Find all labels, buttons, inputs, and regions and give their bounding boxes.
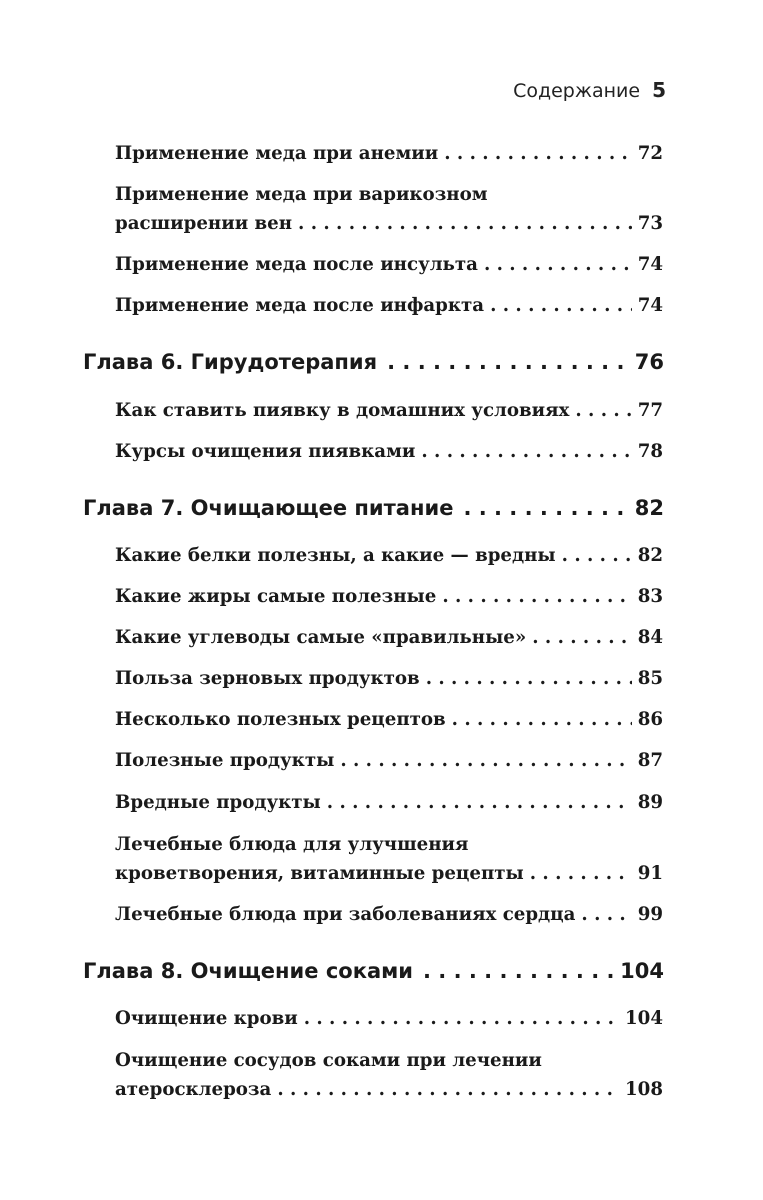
dot-leader (530, 859, 632, 888)
dot-leader (421, 437, 631, 466)
toc-entry (115, 396, 663, 425)
dot-leader (387, 347, 631, 377)
toc-page-number: 85 (637, 668, 663, 689)
toc-entry-line (115, 859, 663, 888)
toc-entry-title: Вредные продукты (115, 792, 321, 813)
toc-page-number: 86 (637, 709, 663, 730)
section-title: Содержание (513, 80, 641, 102)
toc-entry-line (115, 1004, 663, 1033)
toc-entry-title: Глава 8. Очищение соками (83, 959, 414, 983)
toc-entry-title: кроветворения, витаминные рецепты (115, 863, 524, 884)
toc-entry-title: Очищение сосудов соками при лечении (115, 1050, 542, 1071)
toc-entry (115, 1046, 663, 1104)
dot-leader (484, 250, 632, 279)
toc-entry (115, 180, 663, 238)
toc-page-number: 104 (625, 1008, 663, 1029)
toc-page-number: 74 (637, 295, 663, 316)
toc-entry-title: Какие углеводы самые «правильные» (115, 627, 527, 648)
dot-leader (463, 493, 630, 523)
toc-entry (115, 291, 663, 320)
toc-page-number: 84 (637, 627, 663, 648)
toc-entry-title: Применение меда при анемии (115, 143, 439, 164)
toc-page-number: 77 (637, 400, 663, 421)
dot-leader (327, 788, 632, 817)
toc-entry-line (115, 250, 663, 279)
dot-leader (426, 664, 632, 693)
toc-page-number: 74 (637, 254, 663, 275)
toc-entry (115, 788, 663, 817)
dot-leader (423, 956, 616, 986)
toc-entry-title: Полезные продукты (115, 750, 335, 771)
dot-leader (298, 209, 632, 238)
toc-entry (115, 250, 663, 279)
toc-page-number: 89 (637, 792, 663, 813)
toc-page-number: 87 (637, 750, 663, 771)
dot-leader (304, 1004, 619, 1033)
dot-leader (444, 139, 631, 168)
toc-entry-line (115, 623, 663, 652)
toc-entry (115, 139, 663, 168)
toc-page-number: 82 (634, 496, 664, 520)
dot-leader (562, 541, 632, 570)
toc-page-number: 99 (637, 904, 663, 925)
toc-page-number: 73 (637, 213, 663, 234)
toc-page-number: 91 (637, 863, 663, 884)
page-number: 5 (652, 78, 666, 102)
toc-entry (115, 746, 663, 775)
toc-entry-line (115, 1075, 663, 1104)
toc-entry-line (83, 347, 664, 377)
toc-entry-line (115, 541, 663, 570)
dot-leader (340, 746, 631, 775)
toc-entry-title: Несколько полезных рецептов (115, 709, 446, 730)
toc-entry-title: Польза зерновых продуктов (115, 668, 420, 689)
toc-entry (115, 900, 663, 929)
dot-leader (581, 900, 631, 929)
toc-entry-title: Глава 6. Гирудотерапия (83, 350, 378, 374)
toc-entry-line (115, 209, 663, 238)
toc-entry-title: Курсы очищения пиявками (115, 441, 416, 462)
toc-entry-line (83, 956, 664, 986)
toc-entry-line (115, 705, 663, 734)
toc-entry-line (115, 437, 663, 466)
toc-entry-line (83, 493, 664, 523)
toc-entry (115, 1004, 663, 1033)
toc-entry (115, 623, 663, 652)
toc-page-number: 78 (637, 441, 663, 462)
toc-entry-title: расширении вен (115, 213, 293, 234)
toc-page-number: 76 (634, 350, 664, 374)
toc-chapter-entry (83, 956, 664, 986)
dot-leader (452, 705, 632, 734)
toc-entry-line (115, 830, 663, 859)
toc-entry-line (115, 1046, 663, 1075)
dot-leader (532, 623, 631, 652)
toc-entry-title: Применение меда при варикозном (115, 184, 488, 205)
toc-entry-title: Какие белки полезны, а какие — вредны (115, 545, 556, 566)
toc-entry-line (115, 396, 663, 425)
toc-entry-title: Лечебные блюда для улучшения (115, 834, 469, 855)
toc-entry (115, 705, 663, 734)
toc-entry-title: Очищение крови (115, 1008, 298, 1029)
toc-page-number: 72 (637, 143, 663, 164)
toc-entry-title: атеросклероза (115, 1079, 272, 1100)
dot-leader (277, 1075, 619, 1104)
toc-entry-line (115, 788, 663, 817)
toc-entry-line (115, 900, 663, 929)
toc-entry (115, 582, 663, 611)
toc-entry-title: Лечебные блюда при заболеваниях сердца (115, 904, 576, 925)
dot-leader (442, 582, 631, 611)
toc-page-number: 104 (620, 959, 664, 983)
toc-entry-line (115, 746, 663, 775)
toc-entry (115, 541, 663, 570)
dot-leader (575, 396, 631, 425)
toc-entry (115, 437, 663, 466)
toc-entry-line (115, 139, 663, 168)
toc-entry-line (115, 291, 663, 320)
toc-entry-title: Какие жиры самые полезные (115, 586, 437, 607)
toc-entry-title: Глава 7. Очищающее питание (83, 496, 454, 520)
toc-entry (115, 830, 663, 888)
toc-entry-line (115, 664, 663, 693)
toc-entry-title: Применение меда после инфаркта (115, 295, 485, 316)
toc-chapter-entry (83, 493, 664, 523)
running-head (513, 78, 666, 102)
toc-page-number: 108 (625, 1079, 663, 1100)
toc-chapter-entry (83, 347, 664, 377)
toc-entry (115, 664, 663, 693)
toc-entry-title: Применение меда после инсульта (115, 254, 478, 275)
toc-page-number: 82 (637, 545, 663, 566)
toc-entry-line (115, 582, 663, 611)
toc-entry-line (115, 180, 663, 209)
toc-entry-title: Как ставить пиявку в домашних условиях (115, 400, 570, 421)
toc-page-number: 83 (637, 586, 663, 607)
dot-leader (490, 291, 632, 320)
